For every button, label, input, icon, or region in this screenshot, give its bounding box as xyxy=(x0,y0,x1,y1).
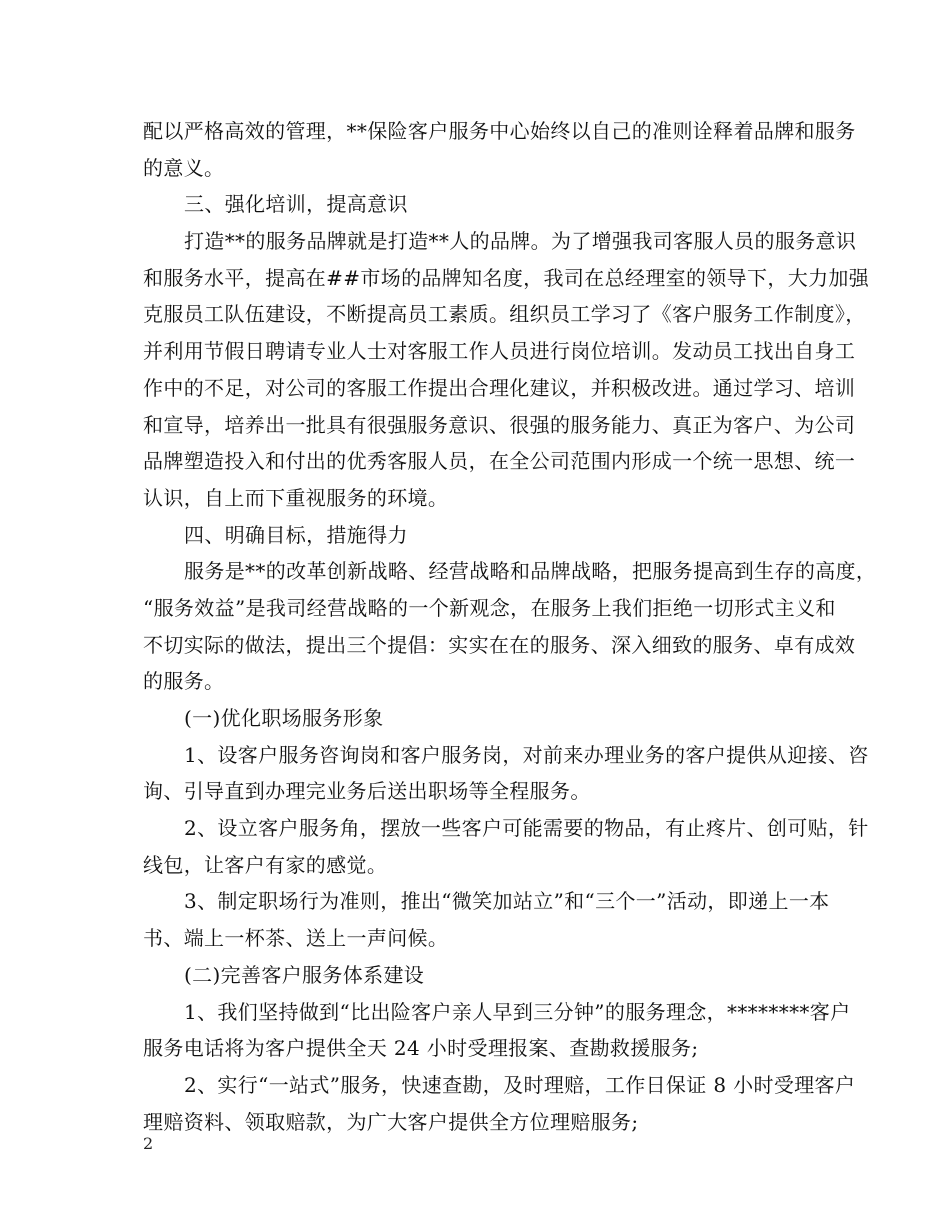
text-line: 配以严格高效的管理，**保险客户服务中心始终以自己的准则诠释着品牌和服务 xyxy=(143,119,856,143)
page-number: 2 xyxy=(143,1134,154,1153)
text-line: 品牌塑造投入和付出的优秀客服人员，在全公司范围内形成一个统一思想、统一 xyxy=(143,449,856,474)
text-line: 理赔资料、领取赔款，为广大客户提供全方位理赔服务; xyxy=(143,1109,639,1134)
text-line: 询、引导直到办理完业务后送出职场等全程服务。 xyxy=(143,779,591,804)
text-line: 1、我们坚持做到“比出险客户亲人早到三分钟”的服务理念，********客户 xyxy=(184,999,851,1024)
text-line: 三、强化培训，提高意识 xyxy=(184,192,408,217)
text-line: 认识，自上而下重视服务的环境。 xyxy=(143,485,449,510)
text-line: “服务效益”是我司经营战略的一个新观念，在服务上我们拒绝一切形式主义和 xyxy=(143,595,836,620)
text-line: 四、明确目标，措施得力 xyxy=(184,522,408,547)
text-line: 书、端上一杯茶、送上一声问候。 xyxy=(143,926,449,951)
text-line: 服务电话将为客户提供全天 24 小时受理报案、查勘救援服务; xyxy=(143,1036,699,1061)
document-body xyxy=(143,113,877,1140)
text-line: 2、实行“一站式”服务，快速查勘，及时理赔，工作日保证 8 小时受理客户 xyxy=(184,1072,856,1097)
text-line: 并利用节假日聘请专业人士对客服工作人员进行岗位培训。发动员工找出自身工 xyxy=(143,339,856,364)
text-line: 的意义。 xyxy=(143,155,225,180)
text-line: 和宣导，培养出一批具有很强服务意识、很强的服务能力、真正为客户、为公司 xyxy=(143,412,856,437)
text-line: 克服员工队伍建设，不断提高员工素质。组织员工学习了《客户服务工作制度》， xyxy=(143,302,866,327)
text-line: 3、制定职场行为准则，推出“微笑加站立”和“三个一”活动，即递上一本 xyxy=(184,889,830,914)
text-line: (二)完善客户服务体系建设 xyxy=(184,962,425,987)
text-line: 线包，让客户有家的感觉。 xyxy=(143,852,388,877)
text-line: (一)优化职场服务形象 xyxy=(184,706,384,730)
text-line: 2、设立客户服务角，摆放一些客户可能需要的物品，有止疼片、创可贴，针 xyxy=(184,816,869,841)
text-line: 作中的不足，对公司的客服工作提出合理化建议，并积极改进。通过学习、培训 xyxy=(143,375,856,400)
text-line: 1、设客户服务咨询岗和客户服务岗，对前来办理业务的客户提供从迎接、咨 xyxy=(184,742,869,767)
text-line: 和服务水平，提高在##市场的品牌知名度，我司在总经理室的领导下，大力加强 xyxy=(143,265,870,290)
text-line: 打造**的服务品牌就是打造**人的品牌。为了增强我司客服人员的服务意识 xyxy=(184,229,857,254)
text-line: 不切实际的做法，提出三个提倡：实实在在的服务、深入细致的服务、卓有成效 xyxy=(143,632,856,657)
text-line: 的服务。 xyxy=(143,669,225,694)
text-line: 服务是**的改革创新战略、经营战略和品牌战略，把服务提高到生存的高度， xyxy=(184,559,877,584)
